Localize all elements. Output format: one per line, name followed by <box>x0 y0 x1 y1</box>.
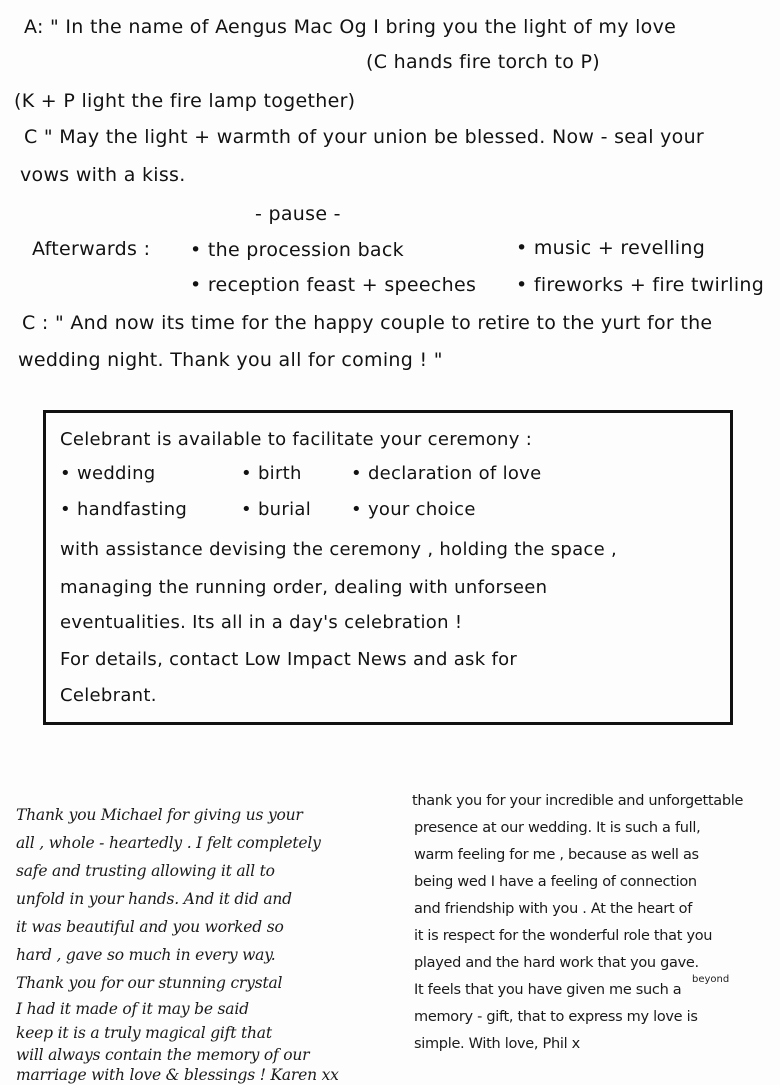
service-item: • handfasting <box>60 499 188 520</box>
note-line: memory - gift, that to express my love is <box>414 1009 698 1025</box>
note-line: hard , gave so much in every way. <box>16 946 276 964</box>
note-line: and friendship with you . At the heart of <box>414 901 693 917</box>
service-item: • your choice <box>351 499 476 520</box>
note-insert-word: beyond <box>692 974 730 985</box>
note-line: keep it is a truly magical gift that <box>16 1024 272 1042</box>
note-line: played and the hard work that you gave. <box>414 955 699 971</box>
note-line: thank you for your incredible and unforgettable <box>412 793 744 809</box>
advert-heading: Celebrant is available to facilitate your ceremony : <box>60 429 533 450</box>
script-line-vows: vows with a kiss. <box>20 164 186 186</box>
afterwards-label: Afterwards : <box>32 238 151 260</box>
afterwards-item: • fireworks + fire twirling <box>516 274 765 296</box>
note-line: will always contain the memory of our <box>16 1046 310 1064</box>
script-line-blessing: C " May the light + warmth of your union be blessed. Now - seal your <box>24 126 705 148</box>
note-line: warm feeling for me , because as well as <box>414 847 699 863</box>
note-line: being wed I have a feeling of connection <box>414 874 697 890</box>
note-line: it is respect for the wonderful role that you <box>414 928 713 944</box>
service-item: • birth <box>241 463 302 484</box>
note-line: marriage with love & blessings ! Karen xx <box>16 1066 339 1084</box>
advert-body-line: managing the running order, dealing with unforseen <box>60 577 548 598</box>
note-line: presence at our wedding. It is such a full, <box>414 820 701 836</box>
afterwards-item: • reception feast + speeches <box>190 274 477 296</box>
note-line: unfold in your hands. And it did and <box>16 890 292 908</box>
note-line: It feels that you have given me such a <box>414 982 682 998</box>
advert-body-line: Celebrant. <box>60 685 157 706</box>
stage-direction-lamp: (K + P light the fire lamp together) <box>14 90 356 112</box>
celebrant-advert-box <box>43 410 733 725</box>
service-item: • burial <box>241 499 312 520</box>
afterwards-item: • the procession back <box>190 239 404 261</box>
note-line: Thank you Michael for giving us your <box>16 806 303 824</box>
note-line: simple. With love, Phil x <box>414 1036 580 1052</box>
script-line-closing: C : " And now its time for the happy couple to retire to the yurt for the <box>22 312 713 334</box>
service-item: • wedding <box>60 463 156 484</box>
note-line: I had it made of it may be said <box>16 1000 249 1018</box>
advert-body-line: eventualities. Its all in a day's celebration ! <box>60 612 463 633</box>
note-line: safe and trusting allowing it all to <box>16 862 275 880</box>
note-line: all , whole - heartedly . I felt completely <box>16 834 321 852</box>
advert-body-line: For details, contact Low Impact News and ask for <box>60 649 518 670</box>
pause-marker: - pause - <box>255 203 341 225</box>
script-line-thanks: wedding night. Thank you all for coming ! " <box>18 349 443 371</box>
script-line-1: A: " In the name of Aengus Mac Og I bring you the light of my love <box>24 16 677 38</box>
afterwards-item: • music + revelling <box>516 237 706 259</box>
stage-direction-torch: (C hands fire torch to P) <box>366 51 601 73</box>
service-item: • declaration of love <box>351 463 542 484</box>
note-line: Thank you for our stunning crystal <box>16 974 283 992</box>
note-line: it was beautiful and you worked so <box>16 918 284 936</box>
advert-body-line: with assistance devising the ceremony , holding the space , <box>60 539 618 560</box>
